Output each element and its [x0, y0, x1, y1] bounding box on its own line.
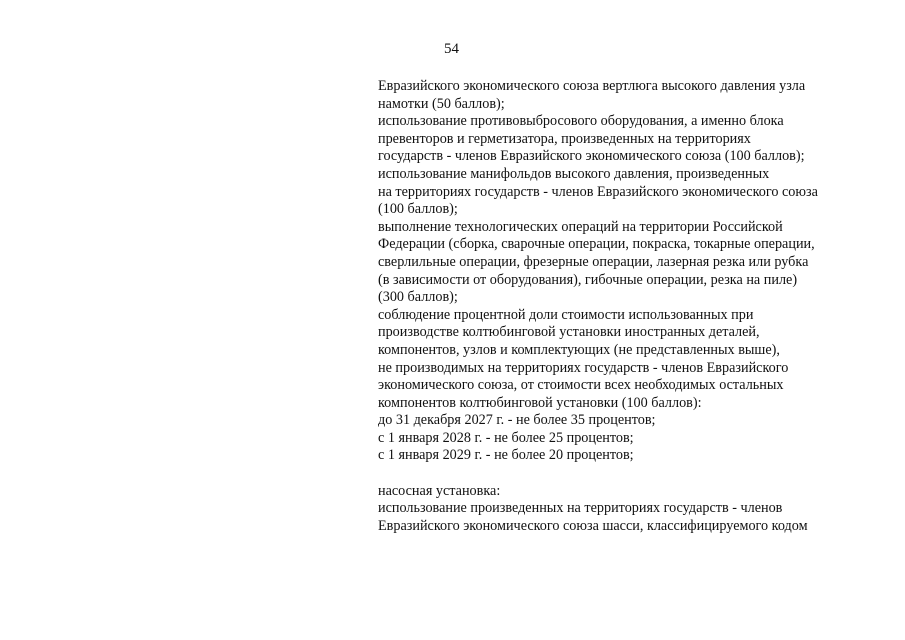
document-body [378, 78, 898, 535]
text-line: не производимых на территориях государств - членов Евразийского [378, 359, 789, 376]
text-line: на территориях государств - членов Евразийского экономического союза [378, 183, 818, 200]
paragraph-gap [378, 465, 898, 483]
text-line: экономического союза, от стоимости всех необходимых остальных [378, 377, 784, 394]
text-line: компонентов колтюбинговой установки (100 баллов): [378, 394, 702, 411]
text-line: компонентов, узлов и комплектующих (не представленных выше), [378, 341, 780, 358]
text-line: с 1 января 2028 г. - не более 25 процентов; [378, 429, 634, 446]
text-line: Евразийского экономического союза шасси, классифицируемого кодом [378, 517, 808, 534]
text-line: до 31 декабря 2027 г. - не более 35 процентов; [378, 412, 656, 429]
text-line: намотки (50 баллов); [378, 95, 505, 112]
text-line: использование произведенных на территориях государств - членов [378, 500, 783, 517]
text-line: с 1 января 2029 г. - не более 20 процентов; [378, 447, 634, 464]
text-line: сверлильные операции, фрезерные операции, лазерная резка или рубка [378, 253, 809, 270]
text-line: использование манифольдов высокого давления, произведенных [378, 165, 770, 182]
text-line: государств - членов Евразийского экономического союза (100 баллов); [378, 148, 805, 165]
text-line: Евразийского экономического союза вертлюга высокого давления узла [378, 78, 806, 94]
text-line: соблюдение процентной доли стоимости использованных при [378, 306, 754, 323]
text-line: выполнение технологических операций на территории Российской [378, 218, 783, 235]
text-line: (100 баллов); [378, 201, 458, 218]
text-line: использование противовыбросового оборудования, а именно блока [378, 113, 784, 130]
text-line: (300 баллов); [378, 289, 458, 306]
paragraph-group-top [378, 78, 898, 465]
text-line: производстве колтюбинговой установки иностранных деталей, [378, 324, 760, 341]
text-line: превенторов и герметизатора, произведенных на территориях [378, 130, 751, 147]
text-line: насосная установка: [378, 482, 501, 499]
page-number: 54 [444, 41, 459, 57]
text-line: Федерации (сборка, сварочные операции, покраска, токарные операции, [378, 236, 815, 253]
paragraph-group-bottom [378, 483, 898, 536]
text-line: (в зависимости от оборудования), гибочные операции, резка на пиле) [378, 271, 798, 288]
